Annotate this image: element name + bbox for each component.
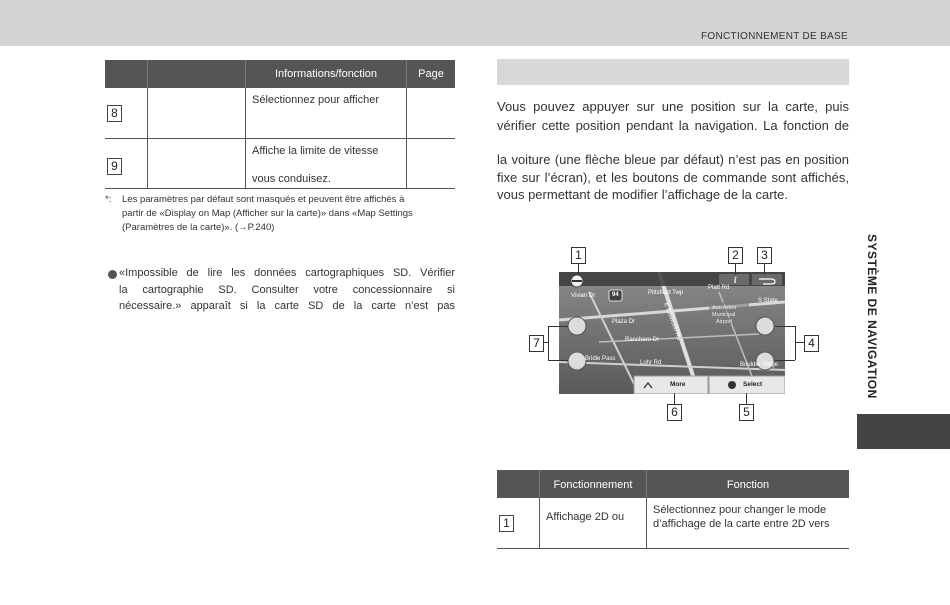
zoom-out-button[interactable] bbox=[568, 352, 586, 370]
row-number-badge: 9 bbox=[107, 158, 122, 175]
info-icon: i bbox=[734, 275, 737, 285]
bullet-line: nécessaire.» apparaît si la carte SD de la carte n’est pas bbox=[119, 300, 455, 312]
map-label: Lohr Rd bbox=[640, 360, 662, 366]
callout-leader bbox=[578, 263, 579, 275]
paragraph-line: fixe sur l’écran), et les boutons de commande sont affichés, bbox=[497, 170, 849, 185]
footnote-marker: *: bbox=[105, 194, 112, 205]
callout-bracket bbox=[795, 326, 796, 360]
highway-shield-label: 94 bbox=[612, 292, 619, 298]
bullet-line: la cartographie SD. Consulter votre concessionnaire si bbox=[119, 284, 455, 296]
map-label: Pittsfield Twp bbox=[648, 290, 684, 296]
col-divider bbox=[646, 498, 647, 548]
map-top-bar bbox=[559, 272, 785, 286]
col-fn-header: Fonction bbox=[726, 479, 770, 491]
paragraph-line: Vous pouvez appuyer sur une position sur la carte, puis bbox=[497, 99, 849, 114]
callout-3: 3 bbox=[757, 247, 772, 264]
footnote-line: Les paramètres par défaut sont masqués et peuvent être affichés à bbox=[122, 194, 405, 205]
callout-4: 4 bbox=[804, 335, 819, 352]
bullet-line: «Impossible de lire les données cartographiques SD. Vérifier bbox=[119, 267, 455, 279]
map-label: Ranchero Dr bbox=[625, 337, 660, 343]
side-tab bbox=[857, 414, 950, 449]
map-label: E Ellsworth Rd bbox=[662, 302, 682, 342]
row-operation: Affichage 2D ou bbox=[546, 511, 625, 523]
row-divider bbox=[105, 138, 455, 139]
bullet-icon bbox=[108, 270, 117, 279]
callout-leader bbox=[746, 393, 747, 404]
callout-2: 2 bbox=[728, 247, 743, 264]
callout-leader bbox=[674, 393, 675, 404]
callout-bracket bbox=[775, 360, 795, 361]
row-divider bbox=[105, 188, 455, 189]
select-button-label[interactable]: Select bbox=[743, 381, 763, 388]
col-page-header: Page bbox=[418, 68, 444, 80]
col-op-header: Fonctionnement bbox=[553, 479, 633, 491]
side-tab-label: SYSTÈME DE NAVIGATION bbox=[865, 234, 879, 399]
callout-7: 7 bbox=[529, 335, 544, 352]
callout-bracket bbox=[548, 360, 568, 361]
map-label: Ann Arbor bbox=[712, 305, 737, 311]
more-button-label[interactable]: More bbox=[670, 381, 686, 388]
callout-6: 6 bbox=[667, 404, 682, 421]
paragraph-line: vérifier cette position pendant la navigation. La fonction de bbox=[497, 118, 849, 133]
callout-5: 5 bbox=[739, 404, 754, 421]
compass-icon bbox=[572, 280, 582, 282]
row-info: Affiche la limite de vitesse bbox=[252, 145, 379, 157]
footnote-line: (Paramètres de la carte)». (→P.240) bbox=[122, 222, 275, 233]
map-label: Boulder Ridge bbox=[740, 362, 779, 368]
map-label: Vivian Dr bbox=[571, 293, 596, 299]
row-info: Sélectionnez pour afficher bbox=[252, 94, 379, 106]
row-function: d’affichage de la carte entre 2D vers bbox=[653, 518, 830, 530]
callout-bracket bbox=[775, 326, 795, 327]
map-label: Bridle Pass bbox=[585, 356, 616, 362]
section-title-bar bbox=[497, 59, 849, 85]
header-divider bbox=[147, 60, 148, 88]
row-info: vous conduisez. bbox=[252, 173, 331, 185]
col-info-header: Informations/fonction bbox=[274, 68, 378, 80]
callout-leader bbox=[544, 342, 548, 343]
map-label: Municipal bbox=[712, 312, 736, 318]
select-icon bbox=[728, 381, 736, 389]
map-label: Platt Rd bbox=[708, 285, 730, 291]
row-divider bbox=[497, 548, 849, 549]
tilt-up-button[interactable] bbox=[756, 317, 774, 335]
callout-leader bbox=[795, 342, 804, 343]
callout-1: 1 bbox=[571, 247, 586, 264]
section-header: FONCTIONNEMENT DE BASE bbox=[701, 31, 848, 42]
paragraph-line: vous permettant de modifier l’affichage de la carte. bbox=[497, 187, 788, 202]
map-label: Airport bbox=[716, 319, 733, 325]
footnote-line: partir de «Display on Map (Afficher sur la carte)» dans «Map Settings bbox=[122, 208, 413, 219]
callout-bracket bbox=[548, 326, 549, 360]
row-function: Sélectionnez pour changer le mode bbox=[653, 504, 827, 516]
callout-leader bbox=[764, 263, 765, 275]
row-number-badge: 8 bbox=[107, 105, 122, 122]
col-divider bbox=[539, 498, 540, 548]
map-label: Plaza Dr bbox=[612, 319, 636, 325]
paragraph-line: la voiture (une flèche bleue par défaut) n’est pas en position bbox=[497, 152, 849, 167]
callout-bracket bbox=[548, 326, 568, 327]
map-label: S State bbox=[758, 298, 778, 304]
row-number-badge: 1 bbox=[499, 515, 514, 532]
callout-leader bbox=[735, 263, 736, 275]
zoom-in-button[interactable] bbox=[568, 317, 586, 335]
